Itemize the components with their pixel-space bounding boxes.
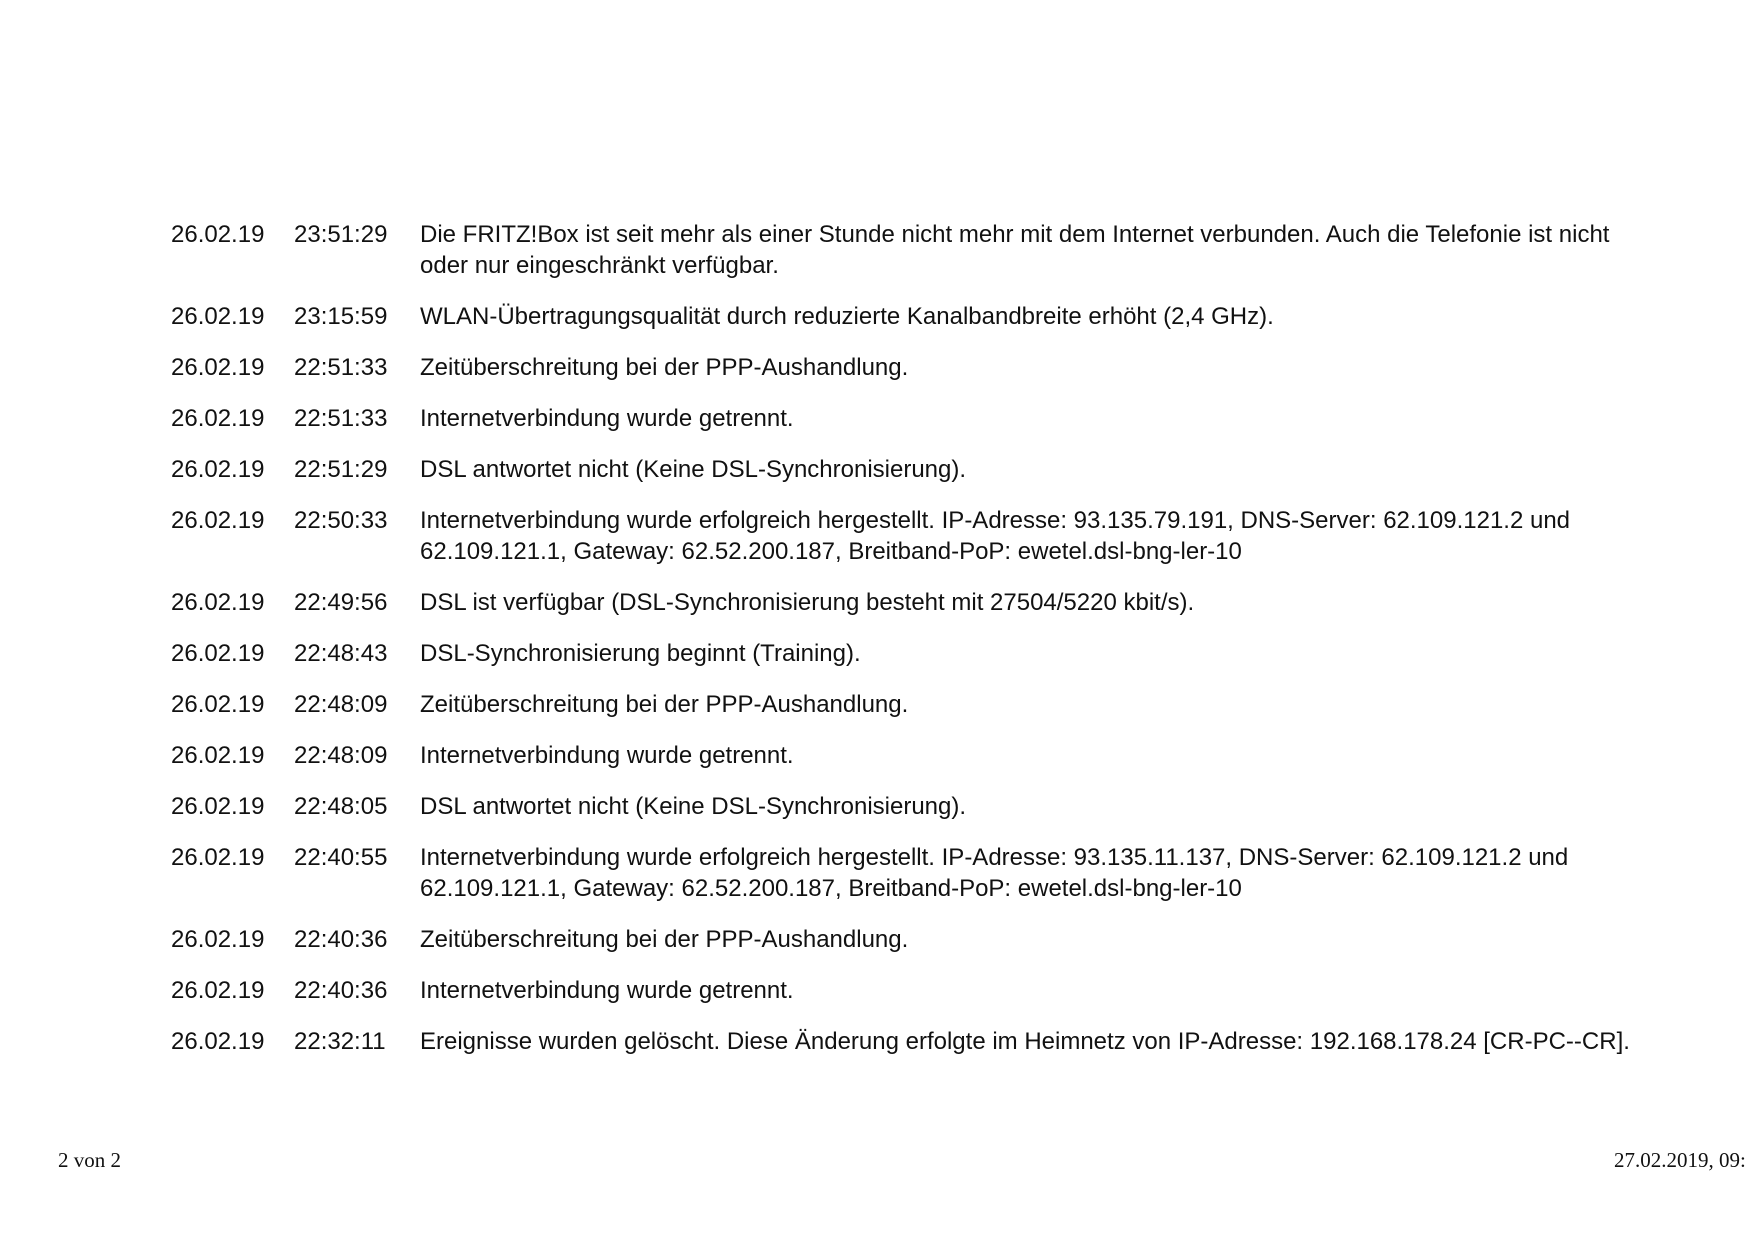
event-message: DSL ist verfügbar (DSL-Synchronisierung besteht mit 27504/5220 kbit/s). bbox=[420, 589, 1195, 616]
event-date: 26.02.19 bbox=[171, 405, 265, 432]
event-date: 26.02.19 bbox=[171, 303, 265, 330]
event-row bbox=[171, 638, 1639, 669]
event-time: 22:40:55 bbox=[294, 844, 388, 871]
event-time: 22:48:09 bbox=[294, 742, 388, 769]
event-time: 23:51:29 bbox=[294, 221, 388, 248]
event-message: Zeitüberschreitung bei der PPP-Aushandlung. bbox=[420, 691, 909, 718]
event-row bbox=[171, 505, 1639, 567]
event-message: WLAN-Übertragungsqualität durch reduzierte Kanalbandbreite erhöht (2,4 GHz). bbox=[420, 303, 1274, 330]
event-message: Internetverbindung wurde erfolgreich hergestellt. IP-Adresse: 93.135.11.137, DNS-Server: 62.109.121.2 und 62.109.121.1, Gateway: 62.52.200.187, Breitband-PoP: ewetel.dsl-bng-ler-10 bbox=[420, 844, 1569, 902]
event-row bbox=[171, 689, 1639, 720]
print-timestamp: 27.02.2019, 09: bbox=[1614, 1148, 1746, 1172]
event-date: 26.02.19 bbox=[171, 691, 265, 718]
event-time: 22:48:43 bbox=[294, 640, 388, 667]
event-message: Internetverbindung wurde getrennt. bbox=[420, 977, 794, 1004]
event-time: 22:48:09 bbox=[294, 691, 388, 718]
event-date: 26.02.19 bbox=[171, 589, 265, 616]
event-date: 26.02.19 bbox=[171, 456, 265, 483]
event-row bbox=[171, 403, 1639, 434]
event-date: 26.02.19 bbox=[171, 926, 265, 953]
event-message: Internetverbindung wurde getrennt. bbox=[420, 405, 794, 432]
event-message: Die FRITZ!Box ist seit mehr als einer Stunde nicht mehr mit dem Internet verbunden. Auch die Telefonie ist nicht oder nur eingeschränkt verfügbar. bbox=[420, 221, 1610, 279]
event-date: 26.02.19 bbox=[171, 354, 265, 381]
event-message: DSL antwortet nicht (Keine DSL-Synchronisierung). bbox=[420, 456, 967, 483]
event-row bbox=[171, 454, 1639, 485]
event-row bbox=[171, 740, 1639, 771]
event-message: Ereignisse wurden gelöscht. Diese Änderung erfolgte im Heimnetz von IP-Adresse: 192.168.178.24 [CR-PC--CR]. bbox=[420, 1028, 1630, 1055]
event-row bbox=[171, 587, 1639, 618]
event-time: 22:49:56 bbox=[294, 589, 388, 616]
event-time: 22:32:11 bbox=[294, 1028, 386, 1055]
event-time: 23:15:59 bbox=[294, 303, 388, 330]
event-row bbox=[171, 1026, 1639, 1057]
event-time: 22:51:33 bbox=[294, 405, 388, 432]
event-row bbox=[171, 219, 1639, 281]
event-date: 26.02.19 bbox=[171, 221, 265, 248]
event-message: DSL-Synchronisierung beginnt (Training). bbox=[420, 640, 861, 667]
event-message: Internetverbindung wurde getrennt. bbox=[420, 742, 794, 769]
event-time: 22:51:29 bbox=[294, 456, 388, 483]
event-time: 22:51:33 bbox=[294, 354, 388, 381]
event-message: Zeitüberschreitung bei der PPP-Aushandlung. bbox=[420, 926, 909, 953]
event-date: 26.02.19 bbox=[171, 1028, 265, 1055]
event-time: 22:40:36 bbox=[294, 977, 388, 1004]
event-message: DSL antwortet nicht (Keine DSL-Synchronisierung). bbox=[420, 793, 967, 820]
event-message: Internetverbindung wurde erfolgreich hergestellt. IP-Adresse: 93.135.79.191, DNS-Server: 62.109.121.2 und 62.109.121.1, Gateway: 62.52.200.187, Breitband-PoP: ewetel.dsl-bng-ler-10 bbox=[420, 507, 1571, 565]
event-row bbox=[171, 301, 1639, 332]
event-date: 26.02.19 bbox=[171, 977, 265, 1004]
event-row bbox=[171, 924, 1639, 955]
event-log bbox=[171, 219, 1639, 1077]
event-date: 26.02.19 bbox=[171, 640, 265, 667]
event-date: 26.02.19 bbox=[171, 793, 265, 820]
event-date: 26.02.19 bbox=[171, 742, 265, 769]
event-date: 26.02.19 bbox=[171, 844, 265, 871]
event-row bbox=[171, 975, 1639, 1006]
event-time: 22:50:33 bbox=[294, 507, 388, 534]
page-number: 2 von 2 bbox=[58, 1148, 121, 1172]
event-time: 22:48:05 bbox=[294, 793, 388, 820]
event-message: Zeitüberschreitung bei der PPP-Aushandlung. bbox=[420, 354, 909, 381]
event-row bbox=[171, 842, 1639, 904]
event-row bbox=[171, 791, 1639, 822]
event-date: 26.02.19 bbox=[171, 507, 265, 534]
event-row bbox=[171, 352, 1639, 383]
event-time: 22:40:36 bbox=[294, 926, 388, 953]
